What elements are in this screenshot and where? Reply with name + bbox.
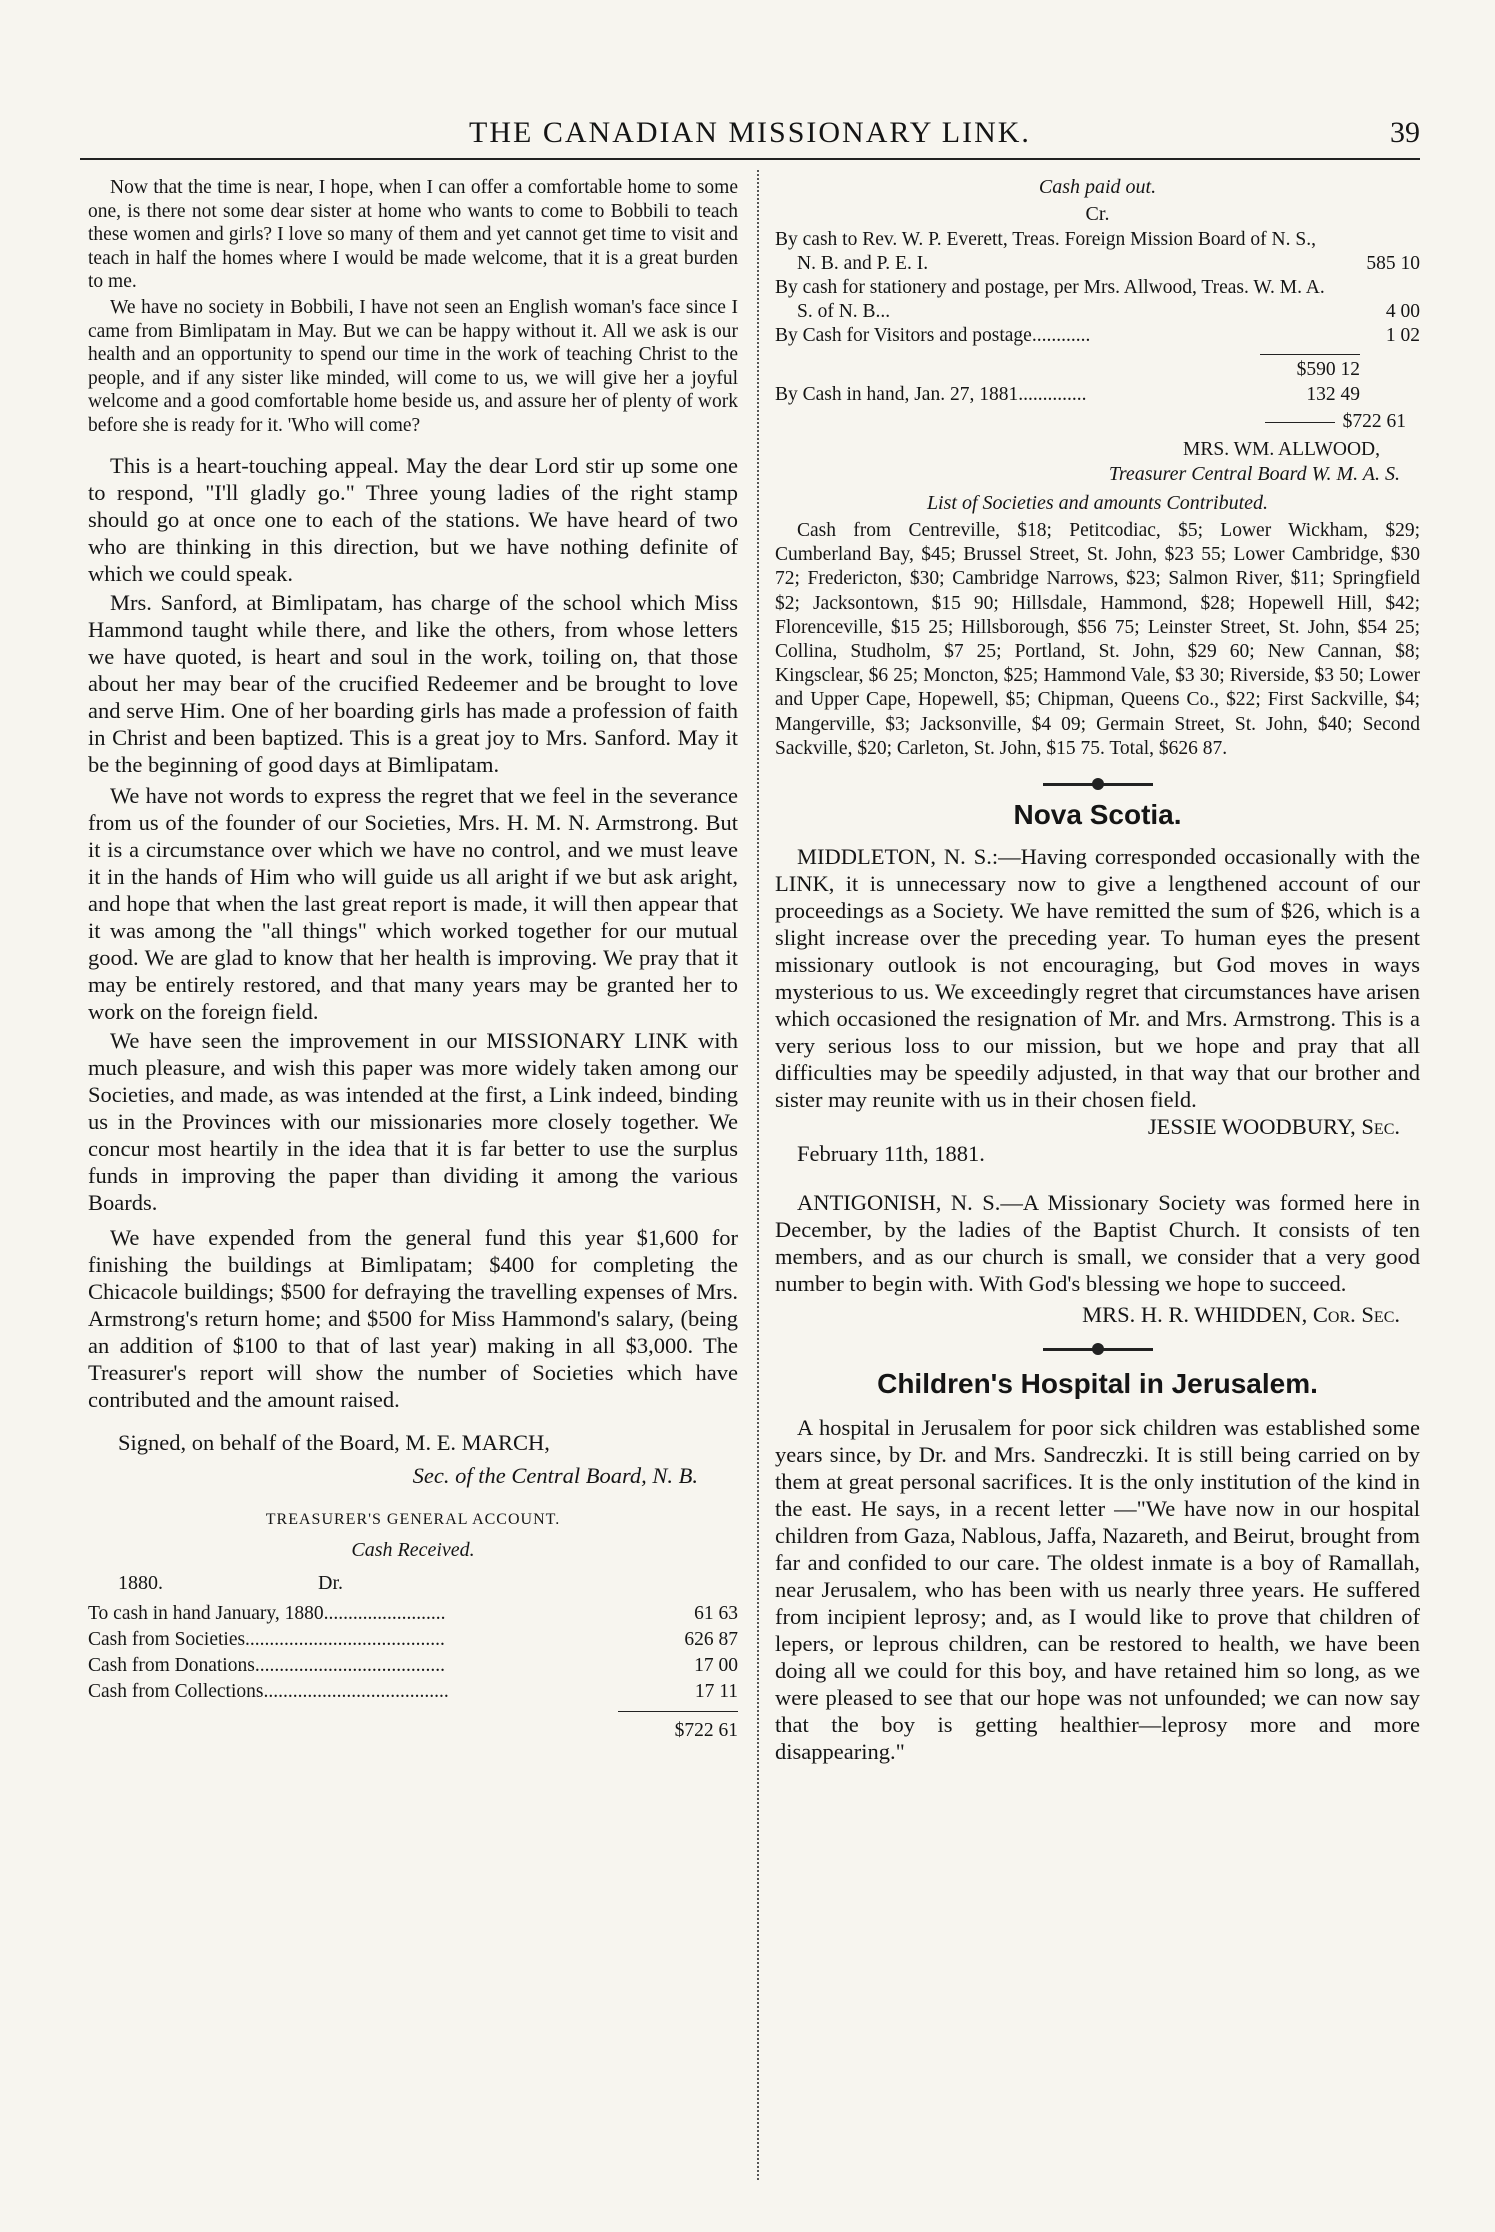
section-ornament <box>775 1340 1420 1358</box>
account-label: By cash to Rev. W. P. Everett, Treas. Foreign Mission Board of N. S., N. B. and P. E. I. <box>775 229 1316 274</box>
received-table <box>88 1601 738 1742</box>
intro-letter-paragraph: Now that the time is near, I hope, when I can offer a comfortable home to some one, is there not some dear sister at home who wants to come to Bobbili to teach these women and girls? I love so many of them and yet cannot get time to visit and teach in half the homes where I would be made welcome, that it is a great burden to me. <box>88 177 738 293</box>
account-label: By Cash for Visitors and postage............ <box>775 325 1091 346</box>
treasurer-title: Treasurer Central Board W. M. A. S. <box>1108 463 1400 485</box>
paid-subtotal: $590 12 <box>1296 359 1360 380</box>
account-row <box>88 1601 738 1627</box>
signed-title: Sec. of the Central Board, N. B. <box>412 1462 698 1488</box>
article-paragraph: We have not words to express the regret that we feel in the severance from us of the founder of our Societies, Mrs. H. M. N. Armstrong. But it is a circumstance over which we have no control, and we must leave it in the hands of Him who will guide us all aright if we but ask aright, and hope that when the last great report is made, it will then appear that it was among the "all things" which worked together for our mutual good. We are glad to know that her health is improving. We pray that it may be entirely restored, and that many years may be granted her to work on the foreign field. <box>88 782 738 1024</box>
account-row <box>775 276 1420 324</box>
paid-total: $722 61 <box>1342 411 1406 432</box>
treasurer-signatory: MRS. WM. ALLWOOD, <box>1183 439 1380 460</box>
column-divider <box>757 170 759 2180</box>
signed-line: Signed, on behalf of the Board, M. E. MARCH, <box>118 1429 550 1455</box>
account-amount: 626 87 <box>684 1628 738 1650</box>
article-paragraph: We have expended from the general fund this year $1,600 for finishing the buildings at Bimlipatam; $400 for completing the Chicacole buildings; $500 for defraying the travelling expenses of Mrs. Armstrong's return home; and $500 for Miss Hammond's salary, (being an addition of $100 to that of last year) making in all $3,000. The Treasurer's report will show the number of Societies which have contributed and the amount raised. <box>88 1224 738 1412</box>
societies-list: Cash from Centreville, $18; Petitcodiac, $5; Lower Wickham, $29; Cumberland Bay, $45; Brussel Street, St. John, $23 55; Lower Cambridge, $30 72; Fredericton, $30; Cambridge Narrows, $23; Salmon River, $11; Springfield $2; Jacksontown, $15 90; Hillsdale, Hammond, $28; Hopewell Hill, $42; Florenceville, $15 25; Hillsborough, $56 75; Leinster Street, St. John, $54 25; Collina, Studholm, $7 25; Portland, St. John, $29 60; New Cannan, $8; Kingsclear, $6 25; Moncton, $25; Hammond Vale, $3 30; Riverside, $3 50; Lower and Upper Cape, Hopewell, $5; Chipman, Queens Co., $22; First Sackville, $4; Mangerville, $3; Jacksonville, $4 09; Germain Street, St. John, $40; Second Sackville, $20; Carleton, St. John, $15 75. Total, $626 87. <box>775 520 1420 759</box>
account-row <box>775 383 1420 407</box>
total-rule <box>618 1711 738 1712</box>
account-amount: 17 11 <box>694 1680 738 1702</box>
total-dash <box>1265 422 1335 423</box>
intro-letter-paragraph: We have no society in Bobbili, I have not seen an English woman's face since I came from Bimlipatam in May. But we can be happy without it. All we ask is our health and an opportunity to spend our time in the work of teaching Christ to the people, and if any sister like minded, will come to us, we will give her a joyful welcome and a good comfortable home beside us, and assure her of plenty of work before she is ready for it. 'Who will come? <box>88 296 738 436</box>
ornament-dot <box>1092 778 1104 790</box>
article-paragraph: Mrs. Sanford, at Bimlipatam, has charge of the school which Miss Hammond taught while there, and like the others, from whose letters we have quoted, is heart and soul in the work, toiling on, that those about her may bear of the crucified Redeemer and be brought to love and serve Him. One of her boarding girls has made a profession of faith in Christ and been baptized. This is a great joy to Mrs. Sanford. May it be the beginning of good days at Bimlipatam. <box>88 589 738 777</box>
middleton-date: February 11th, 1881. <box>797 1141 985 1167</box>
page-number: 39 <box>1390 116 1420 149</box>
account-row <box>775 324 1420 348</box>
account-label: By cash for stationery and postage, per Mrs. Allwood, Treas. W. M. A. S. of N. B... <box>775 277 1325 322</box>
account-label: By Cash in hand, Jan. 27, 1881.............. <box>775 384 1087 405</box>
cr-label: Cr. <box>1085 203 1110 225</box>
account-row <box>88 1679 738 1705</box>
cash-received-heading: Cash Received. <box>351 1538 475 1561</box>
subtotal-rule <box>1260 354 1360 355</box>
article-paragraph: This is a heart-touching appeal. May the dear Lord stir up some one to respond, "I'll gladly go." Three young ladies of the right stamp should go at once one to each of the stations. We have heard of two who are thinking in this direction, but we have nothing definite of which we could speak. <box>88 452 738 586</box>
year-label: 1880. <box>118 1571 163 1594</box>
account-amount: 61 63 <box>694 1602 738 1624</box>
masthead-title: THE CANADIAN MISSIONARY LINK. <box>469 116 1031 149</box>
header-rule <box>80 158 1420 160</box>
middleton-signature: JESSIE WOODBURY, Sec. <box>1147 1114 1400 1140</box>
paid-total-row <box>775 411 1420 433</box>
dr-label: Dr. <box>318 1571 343 1594</box>
account-label: Cash from Donations....................................... <box>88 1654 445 1676</box>
cash-paid-heading: Cash paid out. <box>1038 176 1157 198</box>
ornament-dot <box>1092 1343 1104 1355</box>
middleton-report: MIDDLETON, N. S.:—Having corresponded occasionally with the LINK, it is unnecessary now to give a lengthened account of our proceedings as a Society. We have remitted the sum of $26, which is a slight increase over the preceding year. To human eyes the present missionary outlook is not encouraging, but God moves in ways mysterious to us. We exceedingly regret that circumstances have arisen which occasioned the resignation of Mr. and Mrs. Armstrong. This is a very serious loss to our mission, but we hope and pray that all difficulties may be speedily adjusted, in that way that our brother and sister may reunite with us in their chosen field. <box>775 844 1420 1113</box>
account-amount: 4 00 <box>1385 301 1420 322</box>
account-amount: 17 00 <box>694 1654 738 1676</box>
right-column <box>775 176 1420 1765</box>
received-total: $722 61 <box>674 1719 738 1741</box>
account-amount: 132 49 <box>1306 384 1360 405</box>
account-label: Cash from Collections...................................... <box>88 1680 449 1702</box>
year-row <box>88 1572 738 1595</box>
societies-list-heading: List of Societies and amounts Contributed. <box>926 492 1269 514</box>
treasurer-heading: TREASURER'S GENERAL ACCOUNT. <box>265 1510 561 1528</box>
hospital-heading: Children's Hospital in Jerusalem. <box>877 1368 1318 1400</box>
account-row <box>88 1653 738 1679</box>
account-row <box>775 228 1420 276</box>
hospital-article: A hospital in Jerusalem for poor sick children was established some years since, by Dr. and Mrs. Sandreczki. It is still being carried on by them at great personal sacrifices. It is the only institution of the kind in the east. He says, in a recent letter —"We have now in our hospital children from Gaza, Nablous, Jaffa, Nazareth, and Beirut, brought from far and confided to our care. The oldest inmate is a boy of Ramallah, near Jerusalem, who has been with us nearly three years. He suffered from incipient leprosy; and, as I would like to prove that children of lepers, or leprous children, can be restored to health, we have been doing all we could for this boy, and have retained him so long, as we were pleased to see that our hope was not unfounded; we can now say that the boy is getting healthier—leprosy more and more disappearing." <box>775 1415 1420 1765</box>
antigonish-signature: MRS. H. R. WHIDDEN, Cor. Sec. <box>1082 1302 1400 1328</box>
page-header <box>80 110 1420 160</box>
account-label: To cash in hand January, 1880......................... <box>88 1602 446 1624</box>
nova-scotia-heading: Nova Scotia. <box>1013 799 1182 831</box>
account-label: Cash from Societies......................................... <box>88 1628 445 1650</box>
account-amount: 585 10 <box>1366 253 1420 274</box>
paid-table <box>775 228 1420 433</box>
antigonish-report: ANTIGONISH, N. S.—A Missionary Society was formed here in December, by the ladies of the Baptist Church. It consists of ten members, and as our church is small, we consider that a very good number to begin with. With God's blessing we hope to succeed. <box>775 1190 1420 1297</box>
account-amount: 1 02 <box>1385 325 1420 346</box>
article-paragraph: We have seen the improvement in our MISSIONARY LINK with much pleasure, and wish this paper was more widely taken among our Societies, and made, as was intended at the first, a Link indeed, binding us in the Provinces with our missionaries more closely together. We concur most heartily in the idea that it is far better to use the surplus funds in improving the paper than dividing it among the various Boards. <box>88 1027 738 1215</box>
left-column <box>88 176 738 1742</box>
account-row <box>88 1627 738 1653</box>
section-ornament <box>775 775 1420 793</box>
